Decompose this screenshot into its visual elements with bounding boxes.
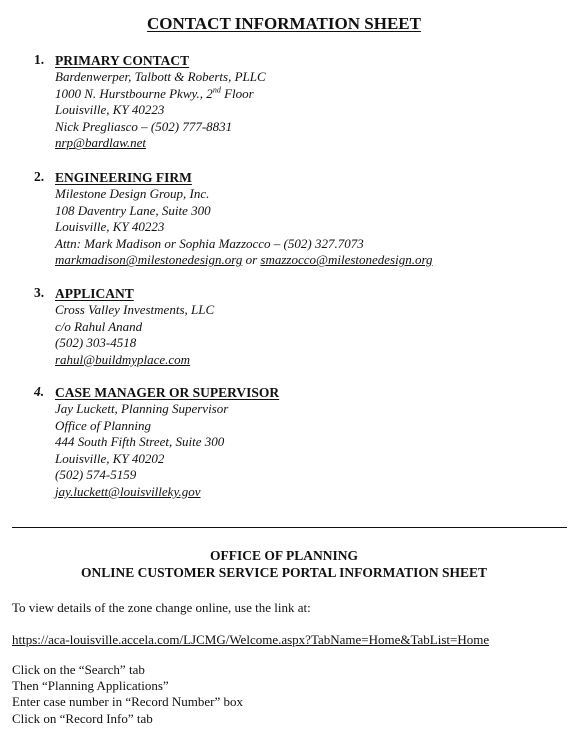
section-heading: PRIMARY CONTACT xyxy=(55,53,190,68)
section-number: 3. xyxy=(34,285,45,300)
email-link[interactable]: rahul@buildmyplace.com xyxy=(55,351,191,367)
contact-line: Cross Valley Investments, LLC xyxy=(55,302,215,317)
email-link[interactable]: jay.luckett@louisvilleky.gov xyxy=(55,483,201,499)
portal-step: Click on the “Search” tab xyxy=(12,662,145,677)
page-title: CONTACT INFORMATION SHEET xyxy=(147,14,421,33)
email-line: markmadison@milestonedesign.org or smazzocco@milestonedesign.org xyxy=(55,252,433,268)
contact-line: Milestone Design Group, Inc. xyxy=(55,186,210,201)
contact-line: (502) 303-4518 xyxy=(55,335,137,351)
email-link[interactable]: markmadison@milestonedesign.org xyxy=(55,252,243,268)
portal-steps xyxy=(12,662,243,727)
portal-url-link[interactable]: https://aca-louisville.accela.com/LJCMG/Welcome.aspx?TabName=Home&TabList=Home xyxy=(12,632,490,647)
section-heading: APPLICANT xyxy=(55,286,134,301)
contact-line: 108 Daventry Lane, Suite 300 xyxy=(55,202,211,218)
section-divider xyxy=(12,527,567,528)
contact-line: Office of Planning xyxy=(55,417,152,433)
portal-heading-office: OFFICE OF PLANNING xyxy=(210,548,358,563)
contact-address-line: 1000 N. Hurstbourne Pkwy., 2nd Floor xyxy=(55,85,254,101)
contact-line: Attn: Mark Madison or Sophia Mazzocco – (502) 327.7073 xyxy=(55,235,364,251)
contact-line: Nick Pregliasco – (502) 777-8831 xyxy=(55,118,233,134)
contact-line: c/o Rahul Anand xyxy=(55,318,143,334)
contact-line: Bardenwerper, Talbott & Roberts, PLLC xyxy=(55,69,266,84)
section-number: 4. xyxy=(34,384,45,399)
email-link[interactable]: nrp@bardlaw.net xyxy=(55,135,147,151)
portal-step: Click on “Record Info” tab xyxy=(12,710,153,726)
contact-line: 444 South Fifth Street, Suite 300 xyxy=(55,434,225,450)
email-link[interactable]: smazzocco@milestonedesign.org xyxy=(260,252,433,268)
section-number: 2. xyxy=(34,169,45,184)
portal-step: Enter case number in “Record Number” box xyxy=(12,694,244,710)
contact-line: Jay Luckett, Planning Supervisor xyxy=(55,401,229,416)
portal-intro-text: To view details of the zone change online, use the link at: xyxy=(12,600,311,615)
section-heading: CASE MANAGER OR SUPERVISOR xyxy=(55,385,280,400)
contact-line: Louisville, KY 40223 xyxy=(55,219,165,235)
contact-line: (502) 574-5159 xyxy=(55,467,137,483)
section-heading: ENGINEERING FIRM xyxy=(55,170,192,185)
portal-heading-sheet: ONLINE CUSTOMER SERVICE PORTAL INFORMATION SHEET xyxy=(81,565,487,580)
contact-line: Louisville, KY 40223 xyxy=(55,102,165,118)
contact-line: Louisville, KY 40202 xyxy=(55,450,165,466)
section-number: 1. xyxy=(34,52,45,67)
portal-step: Then “Planning Applications” xyxy=(12,678,169,694)
